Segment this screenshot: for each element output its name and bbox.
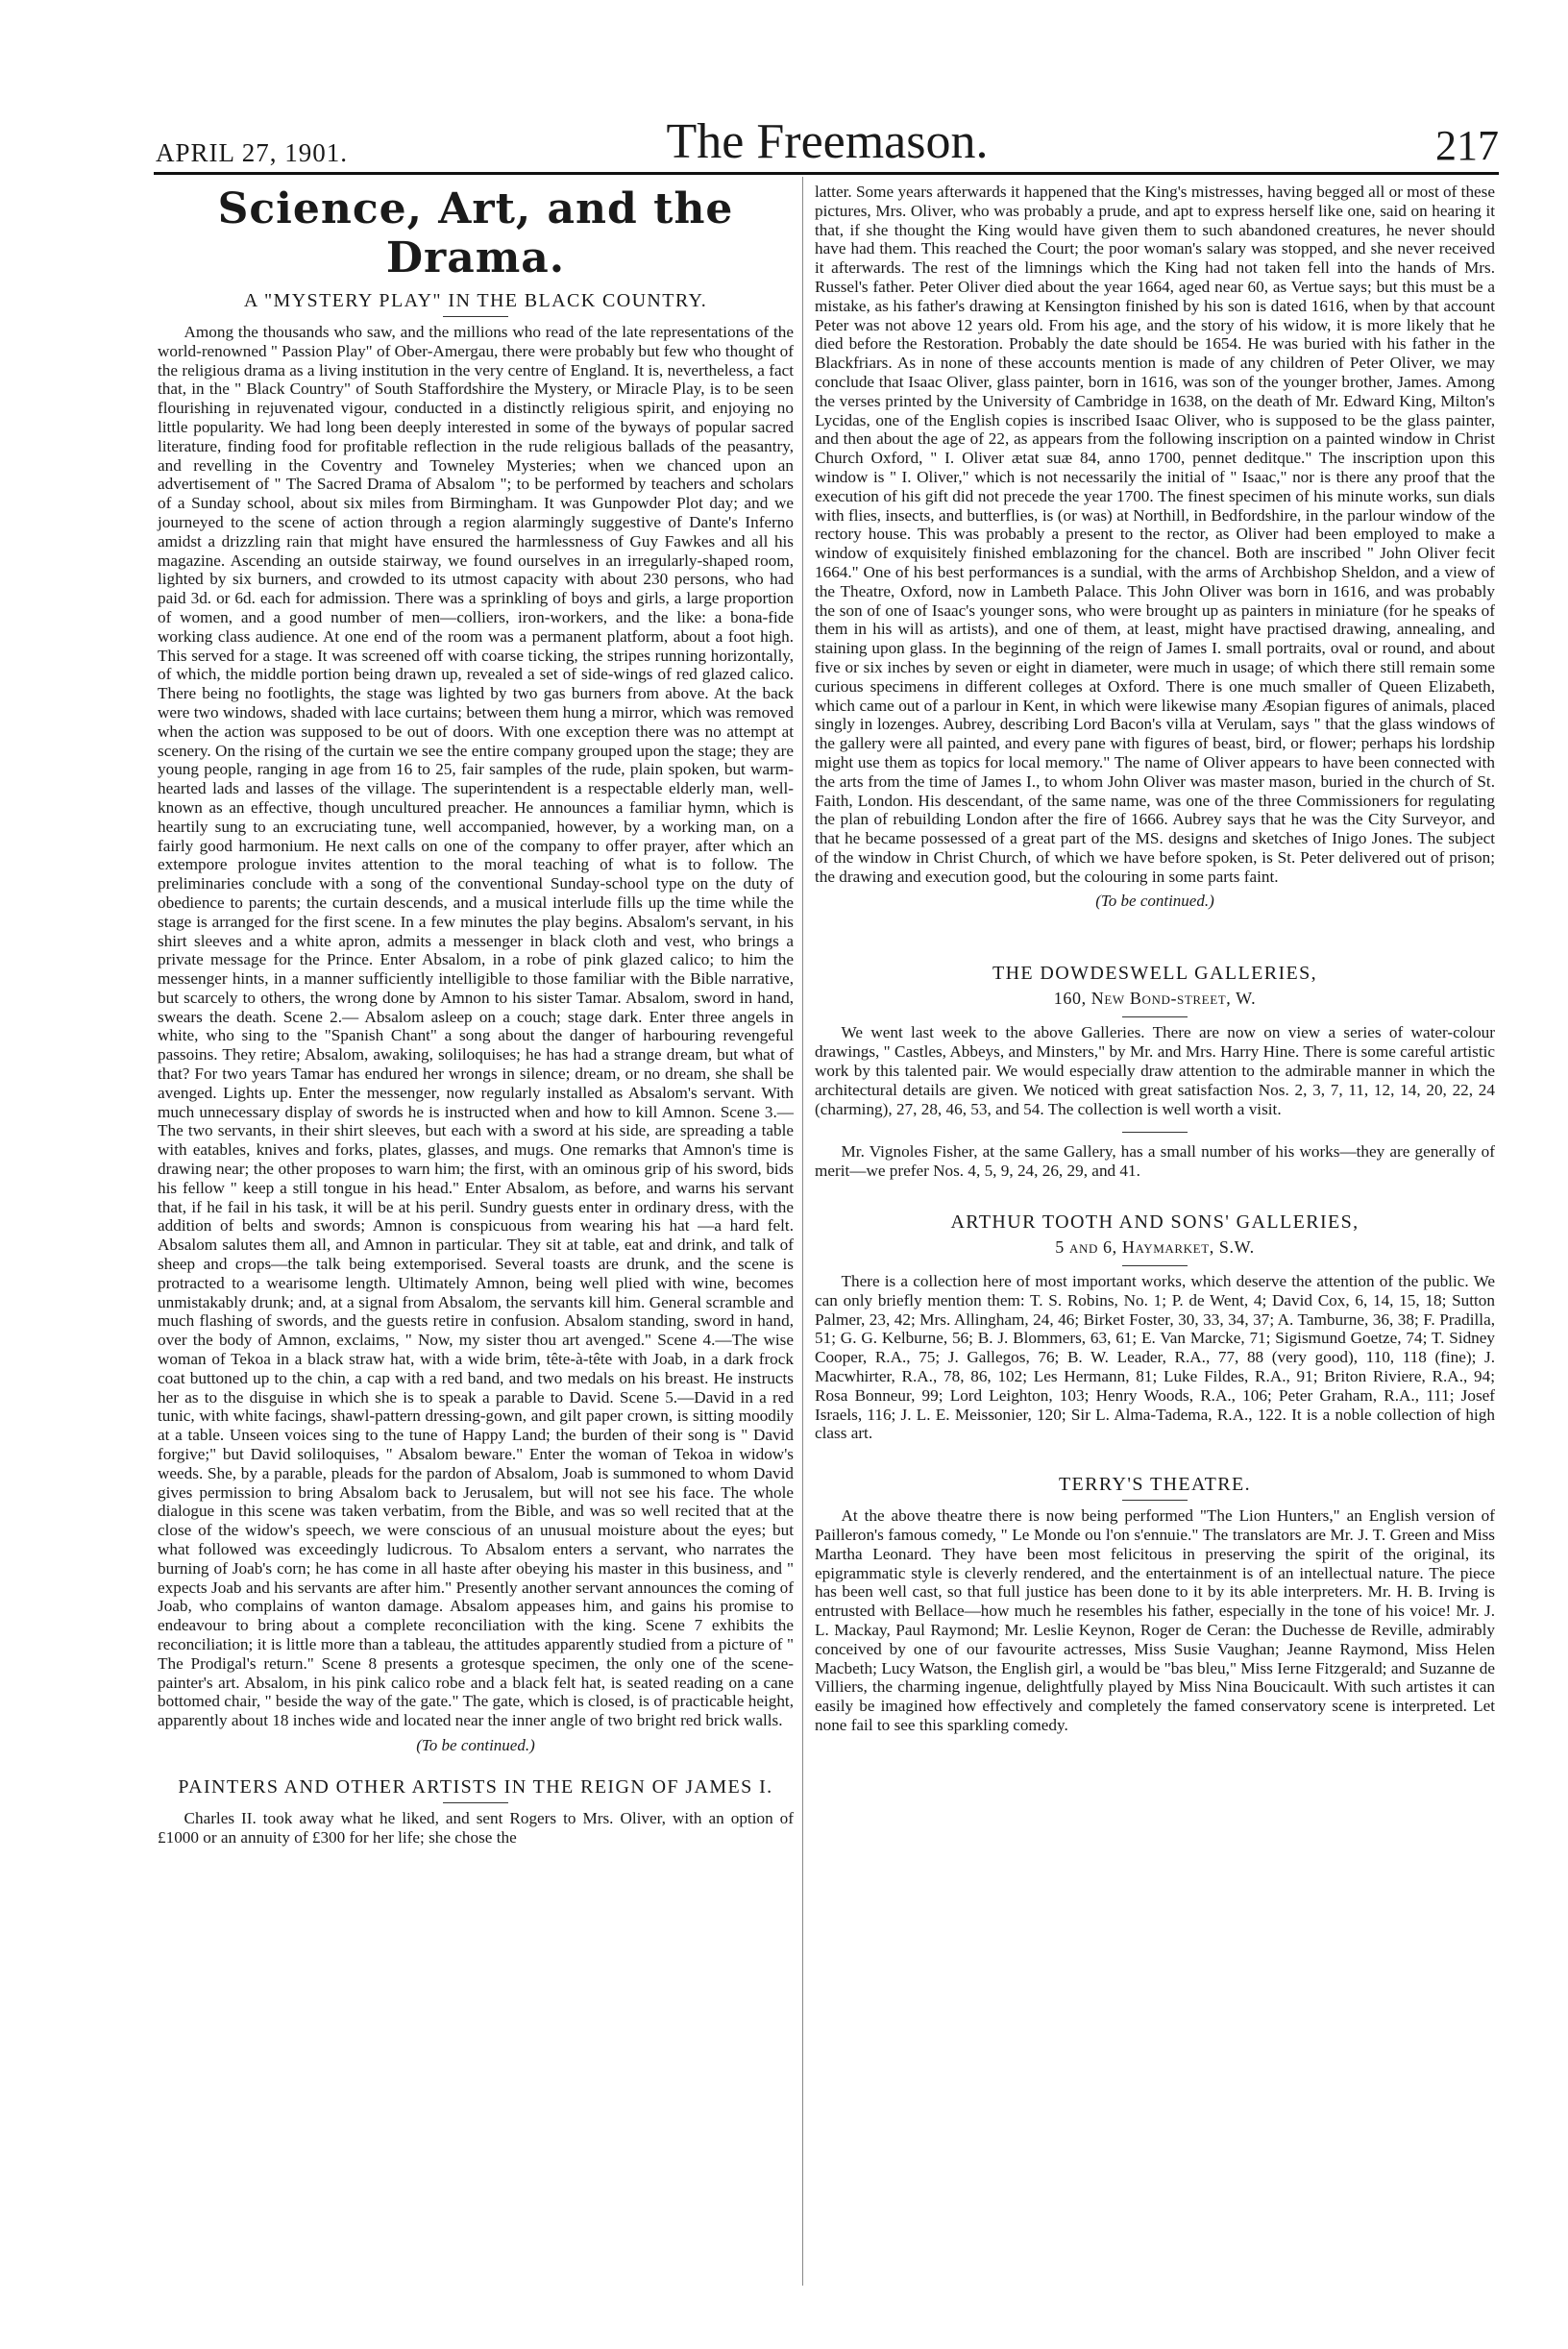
painters-continued-text: latter. Some years afterwards it happened that the King's mistresses, having begged all or most of these pictures, Mrs. Oliver, who was probably a prude, and apt to express herself like one, said on hearing it that, if she thought the King would have given them to such abandoned creatures, he never should have had them. This reached the Court; the poor woman's salary was stopped, and she never received it afterwards. The rest of the limnings which the King had not taken fell into the hands of Mrs. Russel's father. Peter Oliver died about the year 1664, aged near 60, as Vertue says; but this must be a mistake, as his father's drawing at Kensington finished by his son is dated 1616, when by that account Peter was not above 12 years old. From his age, and the story of his widow, it is more likely that he died before the Restoration. Probably the date should be 1654. He was buried with his father in the Blackfriars. As in none of these accounts mention is made of any children of Peter Oliver, we may conclude that Isaac Oliver, glass painter, born in 1616, was son of the younger brother, James. Among the verses printed by the University of Cambridge in 1638, on the death of Mr. Edward King, Milton's Lycidas, one of the English copies is inscribed Isaac Oliver, who is supposed to be the glass painter, and then about the age of 22, as appears from the following inscription on a painted window in Christ Church Oxford, " I. Oliver ætat suæ 84, anno 1700, pennet deditque." The inscription upon this window is " I. Oliver," which is not necessarily the initial of " Isaac," nor is there any proof that the execution of his gift did not precede the year 1700. The finest specimen of his minute works, sun dials with flies, insects, and butterflies, is (or was) at Northill, in Bedfordshire, in the parlour window of the rectory house. This was probably a present to the rector, as Oliver had been employed to make a window of exquisitely finished emblazoning for the chancel. Both are inscribed " John Oliver fecit 1664." One of his best performances is a sundial, with the arms of Archbishop Sheldon, and a view of the Theatre, Oxford, now in Lambeth Palace. This John Oliver was born in 1616, and was probably the son of one of Isaac's younger sons, who were brought up as painters in miniature (for he speaks of them in his will as artists), and one of them, at least, might have practised drawing, annealing, and staining upon glass. In the beginning of the reign of James I. small portraits, oval or round, and about five or six inches by seven or eight in diameter, were much in usage; of which there still remain some curious specimens in different colleges at Oxford. There is one much smaller of Queen Elizabeth, which came out of a parlour in Kent, in which were likewise many Æsopian figures of animals, placed singly in lozenges. Aubrey, describing Lord Bacon's villa at Verulam, says " that the glass windows of the gallery were all painted, and every pane with figures of beast, bird, or flower; perhaps his lordship might use them as topics for local memory." The name of Oliver appears to have been connected with the arts from the time of James I., to whom John Oliver was master mason, buried in the church of St. Faith, London. His descendant, of the same name, was one of the three Commissioners for regulating the plan of rebuilding London after the fire of 1666. Aubrey says that he was the City Surveyor, and that he became possessed of a great part of the MS. designs and sketches of Inigo Jones. The subject of the window in Christ Church, of which we have before spoken, is St. Peter delivered out of prison; the drawing and execution good, but the colouring in some parts faint. [815, 183, 1495, 886]
heading-rule [443, 316, 508, 317]
painters-text: Charles II. took away what he liked, and sent Rogers to Mrs. Oliver, with an option of £1000 or an annuity of £300 for her life; she chose the [158, 1808, 794, 1847]
terrys-theatre-text: At the above theatre there is now being performed "The Lion Hunters," an English version of Pailleron's famous comedy, " Le Monde ou l'on s'ennuie." The translators are Mr. J. T. Green and Miss Martha Leonard. They have been most felicitous in preserving the spirit of the original, its epigrammatic style is cleverly rendered, and the entertainment is of an intellectual nature. The piece has been well cast, so that full justice has been done to it by its able interpreters. Mr. H. B. Irving is entrusted with Bellace—how much he resembles his father, especially in the tone of his voice! Mr. J. L. Mackay, Paul Raymond; Mr. Leslie Keynon, Roger de Ceran: the Duchesse de Reville, admirably conceived by one of our favourite actresses, Miss Susie Vaughan; Jeanne Raymond, Miss Helen Macbeth; Lucy Watson, the English girl, a would be "bas bleu," Miss Ierne Fitzgerald; and Suzanne de Villiers, the charming ingenue, delightfully played by Miss Nina Boucicault. With such artistes it can easily be imagined how effectively and completely the famed conservatory scene is interpreted. Let none fail to see this sparkling comedy. [815, 1506, 1495, 1734]
dowdeswell-heading: THE DOWDESWELL GALLERIES, [992, 963, 1318, 985]
vignoles-fisher-text: Mr. Vignoles Fisher, at the same Gallery, has a small number of his works—they are generally of merit—we prefer Nos. 4, 5, 9, 24, 26, 29, and 41. [815, 1142, 1495, 1181]
section-title: Science, Art, and the Drama. [217, 184, 734, 282]
heading-rule [443, 1802, 508, 1803]
left-column [158, 183, 794, 2311]
masthead [156, 113, 1499, 171]
mystery-play-heading: A "MYSTERY PLAY" IN THE BLACK COUNTRY. [243, 290, 708, 311]
painters-heading: PAINTERS AND OTHER ARTISTS IN THE REIGN OF JAMES I. [178, 1775, 773, 1798]
mystery-play-text: Among the thousands who saw, and the millions who read of the late representations of the world-renowned " Passion Play" of Ober-Amergau, there were probably but few who thought of the religious drama as a living institution in the very centre of England. It is, nevertheless, a fact that, in the " Black Country" of South Staffordshire the Mystery, or Miracle Play, is to be seen flourishing in rejuvenated vigour, conducted in a distinctly religious spirit, and enjoying no little popularity. We had long been deeply interested in some of the byways of popular sacred literature, finding food for profitable reflection in the rude religious ballads of the peasantry, and revelling in the Coventry and Towneley Mysteries; when we chanced upon an advertisement of " The Sacred Drama of Absalom "; to be performed by teachers and scholars of a Sunday school, about six miles from Birmingham. It was Gunpowder Plot day; and we journeyed to the scene of action through a region alarmingly suggestive of Dante's Inferno amidst a drizzling rain that might have ensured the harmlessness of Guy Fawkes and all his magazine. Ascending an outside stairway, we found ourselves in an irregularly-shaped room, lighted by six burners, and crowded to its utmost capacity with about 230 persons, who had paid 3d. or 6d. each for admission. There was a sprinkling of boys and girls, a large proportion of women, and a good number of men—colliers, iron-workers, and the like: a bona-fide working class audience. At one end of the room was a permanent platform, about a foot high. This served for a stage. It was screened off with coarse ticking, the stripes running horizontally, of which, the middle portion being drawn up, revealed a set of side-wings of red glazed calico. There being no footlights, the stage was lighted by two gas burners from above. At the back were two windows, shaded with lace curtains; between them hung a mirror, which was removed when the action was supposed to be out of doors. With one exception there was no attempt at scenery. On the rising of the curtain we see the entire company grouped upon the stage; they are young people, ranging in age from 16 to 25, fair samples of the rude, plain spoken, but warm-hearted lads and lasses of the village. The superintendent is a respectable elderly man, well-known as an effective, though uncultured preacher. He announces a familiar hymn, which is heartily sung to an excruciating tune, well accompanied, however, by a working man, on a fairly good harmonium. He next calls on one of the company to offer prayer, after which an extempore prologue invites attention to the moral teaching of what is to follow. The preliminaries conclude with a song of the conventional Sunday-school type on the duty of obedience to parents; the curtain descends, and a musical interlude fills up the time while the stage is arranged for the first scene. In a few minutes the play begins. Absalom's servant, in his shirt sleeves and a white apron, admits a messenger in black cloth and vest, who brings a private message for the Prince. Enter Absalom, in a robe of pink glazed calico; to him the messenger hints, in a manner sufficiently intelligible to those familiar with the Bible narrative, but scarcely to others, the wrong done by Amnon to his sister Tamar. Absalom, sword in hand, swears the death. Scene 2.— Absalom asleep on a couch; stage dark. Enter three angels in white, who sing to the "Spanish Chant" a song about the danger of harbouring revengeful passoins. They retire; Absalom, awaking, soliloquises; he has had a strange dream, but what of that? For two years Tamar has endured her wrongs in silence; dream, or no dream, she shall be avenged. Lights up. Enter the messenger, now regularly installed as Absalom's servant. With much unnecessary display of swords he is instructed when and how to kill Amnon. Scene 3.—The two servants, in their shirt sleeves, but each with a sword at his side, are spreading a table with eatables, knives and forks, plates, glasses, and mugs. One remarks that Amnon's time is drawing near; the other proposes to warn him; the first, with an ominous grip of his sword, bids his fellow " keep a still tongue in his head." Enter Absalom, as before, and warns his servant that, if he fail in his task, it will be at his peril. Sundry guests enter in ordinary dress, with the addition of belts and swords; Amnon is conspicuous from wearing his hat —a hard felt. Absalom salutes them all, and Amnon in particular. They sit at table, eat and drink, and talk of sheep and crops—the talk being extemporised. Several toasts are drunk, and the scene is protracted to a wearisome length. Ultimately Amnon, being well plied with wine, becomes unmistakably drunk; and, at a signal from Absalom, the servants kill him. General scramble and much flashing of swords, and the guests retire in confusion. Absalom standing, sword in hand, over the body of Amnon, exclaims, " Now, my sister thou art avenged." Scene 4.—The wise woman of Tekoa in a black straw hat, with a wide brim, tête-à-tête with Joab, in a dark frock coat buttoned up to the chin, a cap with a red band, and two medals on his breast. He instructs her as to the disguise in which she is to speak a parable to David. Scene 5.—David in a red tunic, with white facings, shawl-pattern dressing-gown, and gilt paper crown, is sitting moodily at a table. Unseen voices sing to the tune of Happy Land; the burden of their song is " David forgive;" but David soliloquises, " Absalom beware." Enter the woman of Tekoa in widow's weeds. She, by a parable, pleads for the pardon of Absalom, Joab is summoned to whom David gives permission to bring Absalom back to Jerusalem, but will not see his face. The whole dialogue in this scene was taken verbatim, from the Bible, and was so well recited that at the close of the widow's speech, we were conscious of an unusual moisture about the eyes; but what followed was exceedingly ludicrous. To Absalom enters a servant, who narrates the burning of Joab's corn; he has come in all haste after obeying his master in this business, and " expects Joab and his servants are after him." Presently another servant announces the coming of Joab, who complains of wanton damage. Absalom appeases him, and gains his promise to endeavour to bring about a complete reconciliation with the king. Scene 7 exhibits the reconciliation; it is little more than a tableau, the attitudes apparently studied from a picture of " The Prodigal's return." Scene 8 presents a grotesque specimen, the only one of the scene-painter's art. Absalom, in his pink calico robe and a black felt hat, is seated reading on a cane bottomed chair, " beside the way of the gate." The gate, which is closed, is of practicable height, apparently about 18 inches wide and located near the inner angle of two bright red brick walls. [158, 323, 794, 1730]
dowdeswell-address: 160, New Bond-street, W. [1053, 989, 1257, 1009]
issue-date: APRIL 27, 1901. [156, 138, 349, 167]
heading-rule [1122, 1265, 1188, 1266]
terrys-theatre-heading: TERRY'S THEATRE. [1058, 1474, 1252, 1496]
dowdeswell-text: We went last week to the above Galleries. There are now on view a series of water-colour drawings, " Castles, Abbeys, and Minsters," by Mr. and Mrs. Harry Hine. There is some careful artistic work by this talented pair. We would especially draw attention to the admirable manner in which the architectural details are given. We noticed with great satisfaction Nos. 2, 3, 7, 11, 12, 14, 20, 22, 24 (charming), 27, 28, 46, 53, and 54. The collection is well worth a visit. [815, 1023, 1495, 1118]
header-rule [154, 172, 1499, 175]
heading-rule [1122, 1016, 1188, 1017]
right-column [815, 183, 1495, 2311]
to-be-continued: (To be continued.) [416, 1735, 535, 1754]
tooth-galleries-address: 5 and 6, Haymarket, S.W. [1055, 1237, 1255, 1258]
publication-title: The Freemason. [666, 114, 989, 169]
to-be-continued: (To be continued.) [1095, 892, 1214, 911]
page-number: 217 [1435, 122, 1499, 169]
section-rule [1122, 1132, 1188, 1133]
heading-rule [1122, 1500, 1188, 1501]
tooth-galleries-heading: ARTHUR TOOTH AND SONS' GALLERIES, [950, 1211, 1360, 1234]
tooth-galleries-text: There is a collection here of most important works, which deserve the attention of the public. We can only briefly mention them: T. S. Robins, No. 1; P. de Went, 4; David Cox, 6, 14, 15, 18; Sutton Palmer, 23, 42; Mrs. Allingham, 24, 46; Birket Foster, 30, 33, 34, 37; A. Tamburne, 36, 38; F. Pradilla, 51; G. G. Kelburne, 56; B. J. Blommers, 63, 61; E. Van Marcke, 71; Sigismund Goetze, 74; T. Sidney Cooper, R.A., 75; J. Gallegos, 76; B. W. Leader, R.A., 77, 88 (very good), 110, 118 (fine); J. Macwhirter, R.A., 78, 86, 102; Les Hermann, 81; Luke Fildes, R.A., 91; Briton Riviere, R.A., 94; Rosa Bonneur, 99; Lord Leighton, 103; Henry Woods, R.A., 106; Peter Graham, R.A., 111; Josef Israels, 116; J. L. E. Meissonier, 120; Sir L. Alma-Tadema, R.A., 122. It is a noble collection of high class art. [815, 1272, 1495, 1443]
column-divider [802, 177, 803, 2286]
